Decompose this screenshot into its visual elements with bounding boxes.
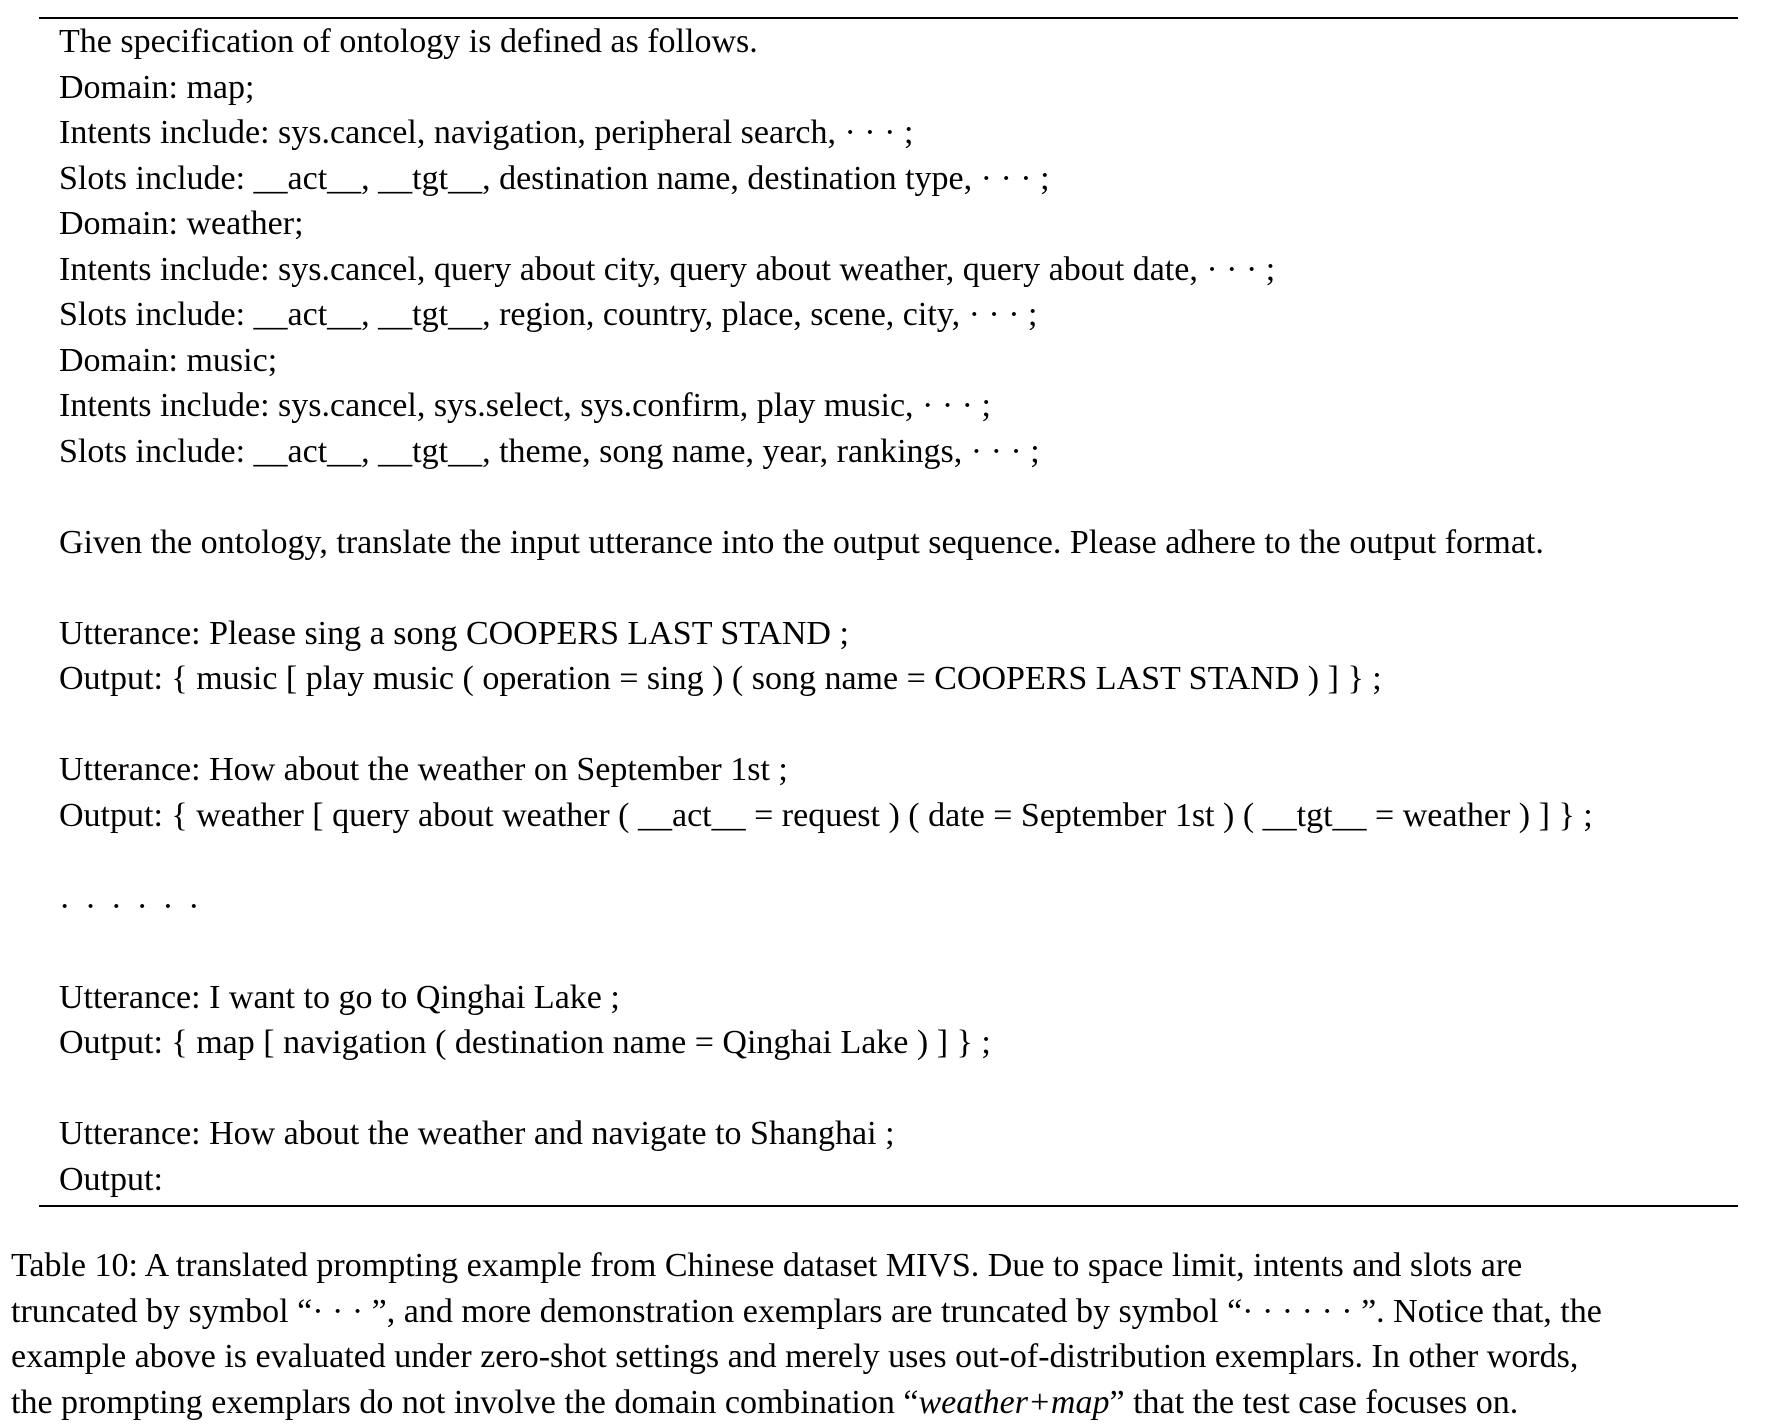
domain-music-line: Domain: music;: [59, 341, 278, 379]
exemplar-2-utterance: Utterance: How about the weather on September 1st ;: [59, 751, 788, 788]
domain-map-intents: Intents include: sys.cancel, navigation, peripheral search, · · · ;: [59, 114, 914, 151]
domain-music-slots: Slots include: __act__, __tgt__, theme, song name, year, rankings, · · · ;: [59, 432, 1040, 470]
spacer: [59, 838, 1738, 884]
exemplar-1-output: Output: { music [ play music ( operation = sing ) ( song name = COOPERS LAST STAND ) ] } ;: [59, 660, 1382, 697]
domain-map-slots: Slots include: __act__, __tgt__, destination name, destination type, · · · ;: [59, 159, 1050, 197]
prompt-box: [59, 19, 1738, 1202]
ontology-intro: The specification of ontology is defined as follows.: [59, 23, 758, 60]
domain-map-line: Domain: map;: [59, 68, 255, 106]
caption-line-2: truncated by symbol “· · · ”, and more demonstration exemplars are truncated by symbol “· · · · · · ”. Notice that, the: [11, 1292, 1602, 1330]
caption-line-4-pre: the prompting exemplars do not involve the domain combination “: [11, 1383, 919, 1421]
exemplar-3-utterance: Utterance: I want to go to Qinghai Lake ;: [59, 978, 620, 1016]
caption-line-4: [11, 1380, 1783, 1426]
caption-line-4-post: ” that the test case focuses on.: [1109, 1383, 1519, 1421]
spacer: [59, 1066, 1738, 1112]
domain-weather-slots: Slots include: __act__, __tgt__, region, country, place, scene, city, · · · ;: [59, 296, 1038, 333]
test-output: Output:: [59, 1160, 163, 1198]
spacer: [59, 929, 1738, 975]
caption-domain-combination: weather+map: [918, 1383, 1110, 1421]
domain-weather-line: Domain: weather;: [59, 205, 304, 242]
spacer: [59, 565, 1738, 611]
exemplar-3-output: Output: { map [ navigation ( destination name = Qinghai Lake ) ] } ;: [59, 1024, 991, 1061]
instruction-text: Given the ontology, translate the input utterance into the output sequence. Please adhere to the output format.: [59, 523, 1544, 561]
exemplars-ellipsis: · · · · · ·: [59, 887, 203, 925]
caption-line-3: example above is evaluated under zero-shot settings and merely uses out-of-distribution exemplars. In other words,: [11, 1338, 1579, 1375]
domain-weather-intents: Intents include: sys.cancel, query about city, query about weather, query about date, · · · ;: [59, 250, 1276, 288]
table-caption: [11, 1243, 1783, 1425]
test-utterance: Utterance: How about the weather and navigate to Shanghai ;: [59, 1115, 895, 1152]
caption-line-1: Table 10: A translated prompting example from Chinese dataset MIVS. Due to space limit, intents and slots are: [11, 1247, 1523, 1284]
domain-music-intents: Intents include: sys.cancel, sys.select, sys.confirm, play music, · · · ;: [59, 387, 991, 424]
exemplar-1-utterance: Utterance: Please sing a song COOPERS LAST STAND ;: [59, 614, 849, 652]
spacer: [59, 702, 1738, 748]
spacer: [59, 474, 1738, 520]
table-bottom-rule: [39, 1205, 1738, 1207]
exemplar-2-output: Output: { weather [ query about weather ( __act__ = request ) ( date = September 1st ) ( __tgt__ = weather ) ] } ;: [59, 796, 1593, 834]
